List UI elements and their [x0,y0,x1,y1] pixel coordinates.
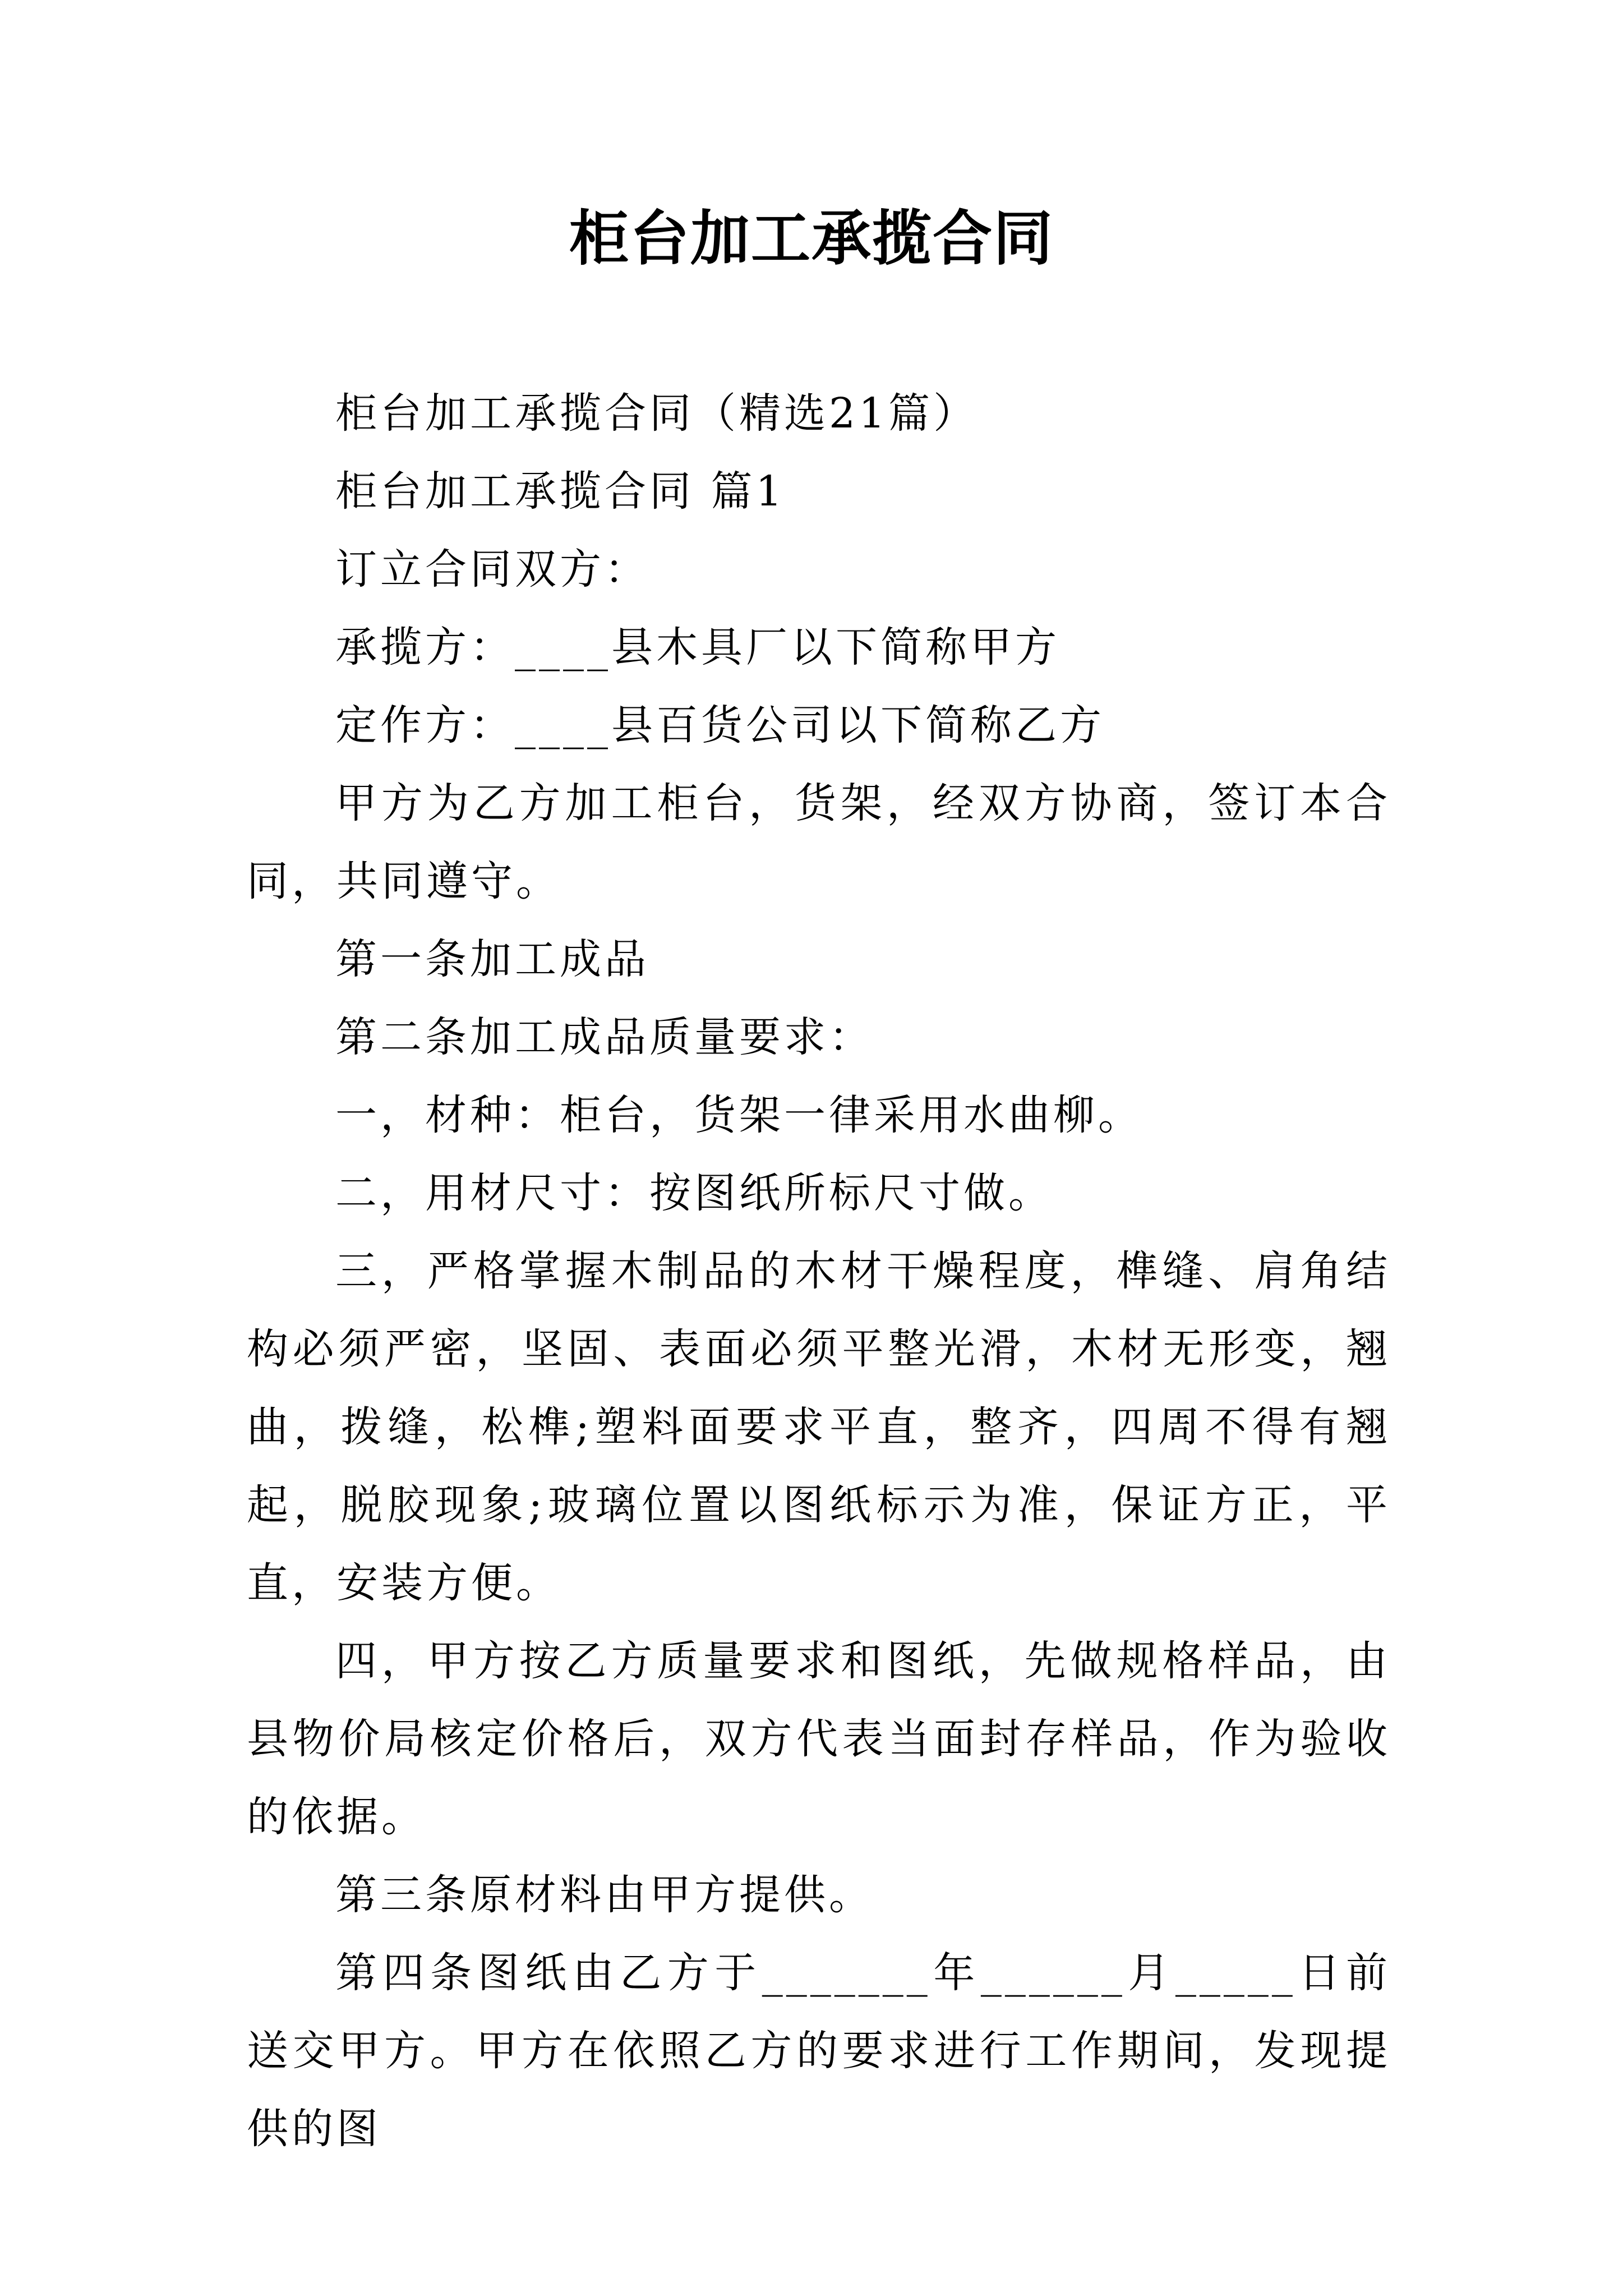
document-body [247,375,1391,2168]
paragraph-item-1: 一，材种：柜台，货架一律采用水曲柳。 [335,1091,1143,1139]
paragraph-item-4: 四，甲方按乙方质量要求和图纸，先做规格样品，由县物价局核定价格后，双方代表当面封存样品，作为验收的依据。 [247,1637,1391,1841]
paragraph-article-2: 第二条加工成品质量要求： [335,1013,874,1061]
paragraph-section-heading: 柜台加工承揽合同 篇1 [335,467,786,516]
paragraph-agreement: 甲方为乙方加工柜台，货架，经双方协商，签订本合同，共同遵守。 [247,779,1391,905]
paragraph-parties-intro: 订立合同双方： [335,545,649,593]
paragraph-article-1: 第一条加工成品 [335,935,649,983]
document-title: 柜台加工承揽合同 [569,203,1054,273]
paragraph-subtitle: 柜台加工承揽合同（精选21篇） [335,389,979,438]
paragraph-article-4: 第四条图纸由乙方于_______年______月_____日前送交甲方。甲方在依照乙方的要求进行工作期间，发现提供的图 [247,1949,1391,2153]
paragraph-item-3: 三，严格掌握木制品的木材干燥程度，榫缝、肩角结构必须严密，坚固、表面必须平整光滑，木材无形变，翘曲，拨缝，松榫;塑料面要求平直，整齐，四周不得有翘起，脱胶现象;玻璃位置以图纸标示为准，保证方正，平直，安装方便。 [247,1247,1391,1607]
paragraph-article-3: 第三条原材料由甲方提供。 [335,1871,874,1919]
paragraph-contractor: 承揽方：____县木具厂以下简称甲方 [335,623,1060,671]
paragraph-client: 定作方：____县百货公司以下简称乙方 [335,701,1105,749]
paragraph-item-2: 二，用材尺寸：按图纸所标尺寸做。 [335,1169,1053,1217]
